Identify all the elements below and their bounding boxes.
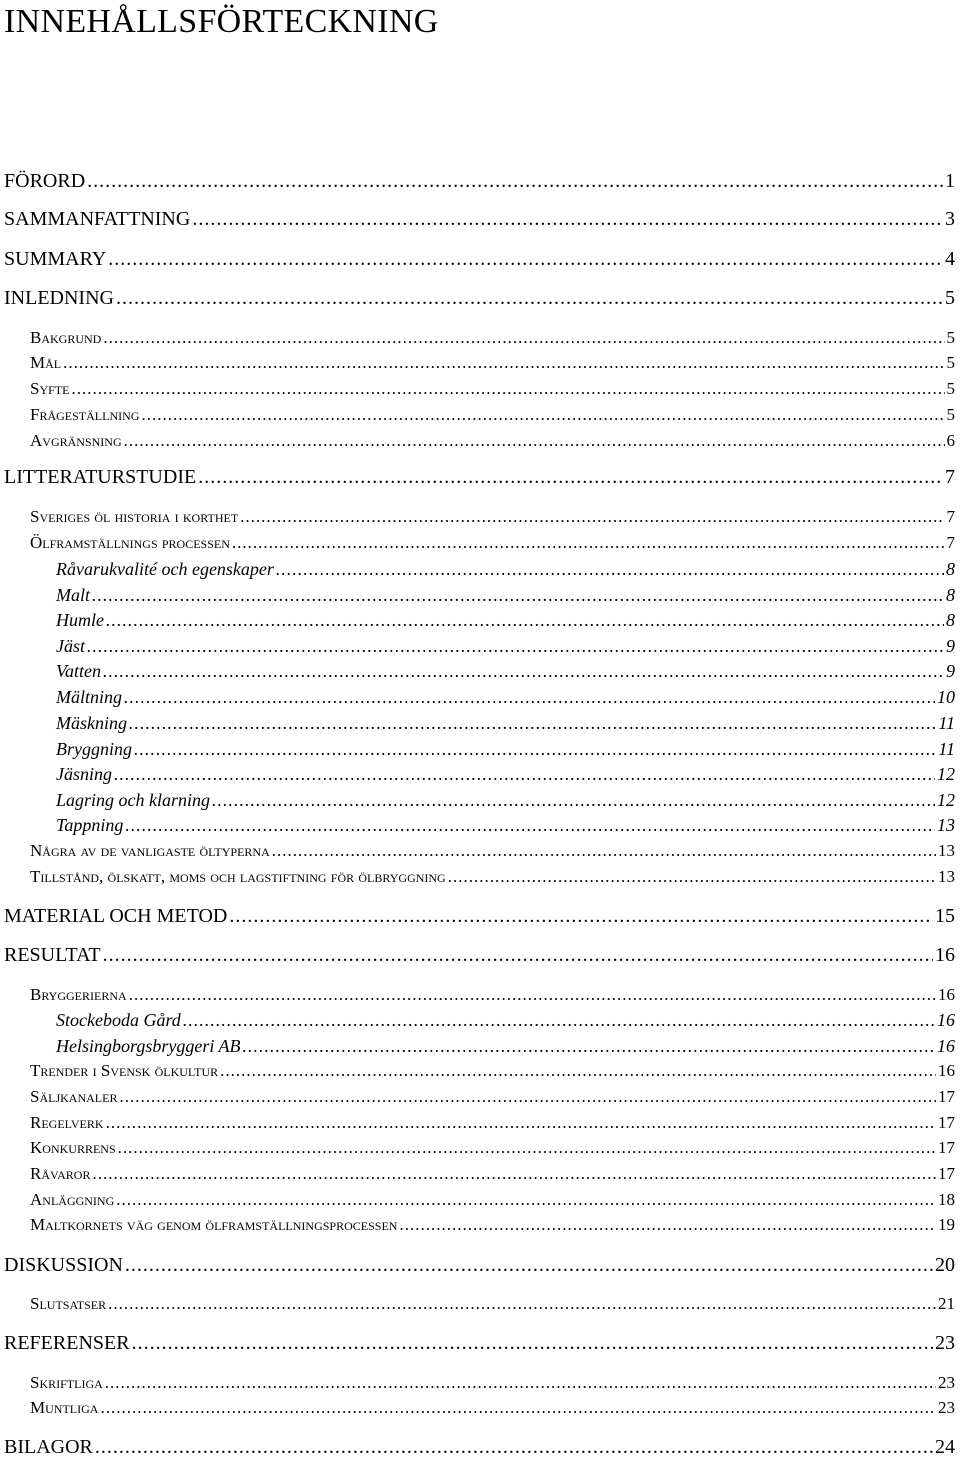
toc-entry[interactable] — [56, 658, 955, 684]
toc-entry[interactable] — [4, 285, 955, 311]
dot-leader — [220, 1058, 936, 1084]
toc-entry[interactable] — [30, 504, 955, 530]
dot-leader — [106, 1110, 936, 1136]
toc-entry-label: INLEDNING — [4, 287, 114, 309]
toc-entry-page-number: 12 — [937, 790, 955, 810]
dot-leader — [100, 1395, 936, 1421]
toc-entry-page-number: 5 — [946, 379, 955, 398]
dot-leader — [106, 607, 944, 633]
dot-leader — [272, 838, 936, 864]
toc-entry-label: Muntliga — [30, 1398, 99, 1417]
dot-leader — [92, 1161, 936, 1187]
toc-entry-page-number: 23 — [938, 1398, 955, 1417]
toc-entry-page-number: 3 — [945, 208, 955, 230]
toc-entry-label: Lagring och klarning — [56, 790, 211, 810]
dot-leader — [192, 206, 943, 232]
toc-entry-page-number: 16 — [937, 1010, 955, 1030]
toc-entry-label: Skriftliga — [30, 1373, 103, 1392]
toc-entry[interactable] — [56, 710, 955, 736]
toc-entry[interactable] — [30, 1212, 955, 1238]
toc-entry[interactable] — [4, 942, 955, 968]
toc-entry-page-number: 7 — [946, 507, 955, 526]
dot-leader — [103, 658, 944, 684]
toc-entry-page-number: 23 — [938, 1373, 955, 1392]
toc-entry-page-number: 8 — [946, 559, 955, 579]
toc-entry[interactable] — [56, 607, 955, 633]
toc-entry-label: Anläggning — [30, 1190, 115, 1209]
toc-entry-page-number: 20 — [935, 1254, 955, 1276]
toc-entry-label: Ölframställnings processen — [30, 533, 230, 552]
toc-entry[interactable] — [30, 1110, 955, 1136]
toc-entry-page-number: 9 — [946, 636, 955, 656]
dot-leader — [129, 710, 936, 736]
toc-entry[interactable] — [30, 1058, 955, 1084]
toc-entry[interactable] — [56, 1033, 955, 1059]
toc-entry-label: Mäskning — [56, 713, 127, 733]
toc-entry-page-number: 5 — [946, 405, 955, 424]
toc-entry-label: Maltkornets väg genom ölframställningsprocessen — [30, 1215, 398, 1234]
toc-entry-page-number: 16 — [935, 944, 955, 966]
toc-entry-label: Helsingborgsbryggeri AB — [56, 1036, 241, 1056]
toc-entry[interactable] — [30, 530, 955, 556]
dot-leader — [119, 1084, 936, 1110]
dot-leader — [87, 633, 944, 659]
toc-entry-label: Syfte — [30, 379, 70, 398]
toc-entry-page-number: 5 — [946, 353, 955, 372]
dot-leader — [124, 428, 945, 454]
dot-leader — [448, 864, 936, 890]
dot-leader — [63, 350, 944, 376]
toc-entry-label: MATERIAL OCH METOD — [4, 905, 228, 927]
toc-entry-page-number: 21 — [938, 1294, 955, 1313]
toc-entry-page-number: 7 — [946, 533, 955, 552]
dot-leader — [132, 1330, 933, 1356]
toc-entry-page-number: 12 — [937, 764, 955, 784]
dot-leader — [229, 903, 933, 929]
dot-leader — [212, 787, 935, 813]
toc-entry[interactable] — [56, 556, 955, 582]
toc-entry[interactable] — [30, 1135, 955, 1161]
dot-leader — [240, 504, 944, 530]
dot-leader — [124, 684, 935, 710]
toc-entry-page-number: 24 — [935, 1436, 955, 1458]
toc-entry[interactable] — [30, 325, 955, 351]
toc-entry[interactable] — [30, 428, 955, 454]
toc-entry-label: Mältning — [56, 687, 122, 707]
toc-entry-label: Regelverk — [30, 1113, 104, 1132]
toc-entry-page-number: 11 — [938, 713, 955, 733]
toc-entry[interactable] — [4, 1434, 955, 1460]
toc-entry-page-number: 17 — [938, 1138, 955, 1157]
toc-entry-label: Råvarukvalité och egenskaper — [56, 559, 274, 579]
dot-leader — [108, 1291, 936, 1317]
toc-entry-label: Slutsatser — [30, 1294, 107, 1313]
dot-leader — [183, 1007, 935, 1033]
toc-entry-page-number: 8 — [946, 610, 955, 630]
toc-entry[interactable] — [56, 633, 955, 659]
toc-entry[interactable] — [30, 982, 955, 1008]
toc-entry-page-number: 13 — [938, 867, 955, 886]
toc-entry[interactable] — [30, 1395, 955, 1421]
toc-entry[interactable] — [4, 168, 955, 194]
toc-entry[interactable] — [56, 582, 955, 608]
toc-entry-label: SUMMARY — [4, 248, 107, 270]
toc-entry-page-number: 10 — [937, 687, 955, 707]
toc-entry-label: Bakgrund — [30, 328, 102, 347]
toc-entry[interactable] — [56, 684, 955, 710]
toc-entry[interactable] — [30, 350, 955, 376]
toc-entry-label: Frågeställning — [30, 405, 140, 424]
toc-entry-label: SAMMANFATTNING — [4, 208, 191, 230]
toc-entry-page-number: 17 — [938, 1087, 955, 1106]
toc-entry-page-number: 5 — [946, 328, 955, 347]
toc-entry[interactable] — [30, 1187, 955, 1213]
toc-entry-label: RESULTAT — [4, 944, 101, 966]
dot-leader — [108, 246, 943, 272]
dot-leader — [276, 556, 944, 582]
toc-entry[interactable] — [4, 464, 955, 490]
toc-entry-label: Tillstånd, ölskatt, moms och lagstiftning för ölbryggning — [30, 867, 446, 886]
toc-entry-page-number: 7 — [945, 466, 955, 488]
toc-entry-label: Avgränsning — [30, 431, 122, 450]
dot-leader — [71, 376, 944, 402]
toc-entry[interactable] — [30, 838, 955, 864]
toc-entry-page-number: 18 — [938, 1190, 955, 1209]
toc-entry-label: Mål — [30, 353, 62, 372]
toc-entry-label: REFERENSER — [4, 1332, 130, 1354]
toc-entry[interactable] — [30, 1370, 955, 1396]
toc-entry-label: Jäsning — [56, 764, 112, 784]
dot-leader — [92, 582, 944, 608]
toc-entry-label: Tappning — [56, 815, 124, 835]
dot-leader — [105, 1370, 936, 1396]
toc-entry[interactable] — [56, 812, 955, 838]
dot-leader — [114, 761, 935, 787]
toc-entry[interactable] — [4, 206, 955, 232]
page-title: INNEHÅLLSFÖRTECKNING — [4, 3, 439, 40]
toc-entry[interactable] — [30, 1291, 955, 1317]
toc-entry-page-number: 15 — [935, 905, 955, 927]
toc-entry-label: Jäst — [56, 636, 85, 656]
toc-entry-label: Trender i Svensk ölkultur — [30, 1061, 219, 1080]
toc-entry[interactable] — [56, 736, 955, 762]
toc-entry-label: Råvaror — [30, 1164, 91, 1183]
toc-entry-page-number: 16 — [938, 1061, 955, 1080]
dot-leader — [129, 982, 936, 1008]
dot-leader — [116, 285, 943, 311]
dot-leader — [243, 1033, 936, 1059]
toc-entry-label: Bryggerierna — [30, 985, 127, 1004]
dot-leader — [95, 1434, 933, 1460]
toc-entry-page-number: 16 — [937, 1036, 955, 1056]
toc-entry-label: Konkurrens — [30, 1138, 116, 1157]
toc-entry[interactable] — [30, 376, 955, 402]
dot-leader — [141, 402, 944, 428]
toc-entry[interactable] — [30, 864, 955, 890]
dot-leader — [118, 1135, 936, 1161]
dot-leader — [103, 942, 933, 968]
toc-entry-page-number: 6 — [946, 431, 955, 450]
toc-entry-page-number: 17 — [938, 1113, 955, 1132]
dot-leader — [125, 1252, 933, 1278]
toc-entry-page-number: 11 — [938, 739, 955, 759]
toc-entry[interactable] — [30, 1084, 955, 1110]
toc-entry[interactable] — [56, 761, 955, 787]
toc-entry-page-number: 8 — [946, 585, 955, 605]
dot-leader — [198, 464, 943, 490]
toc-entry-page-number: 4 — [945, 248, 955, 270]
toc-entry[interactable] — [4, 1330, 955, 1356]
dot-leader — [87, 168, 943, 194]
toc-entry[interactable] — [56, 787, 955, 813]
toc-entry[interactable] — [56, 1007, 955, 1033]
dot-leader — [125, 812, 935, 838]
toc-entry-page-number: 5 — [945, 287, 955, 309]
toc-entry-label: Några av de vanligaste öltyperna — [30, 841, 270, 860]
toc-entry-page-number: 13 — [938, 841, 955, 860]
dot-leader — [232, 530, 945, 556]
dot-leader — [103, 325, 944, 351]
toc-entry-label: Bryggning — [56, 739, 132, 759]
toc-entry-label: Malt — [56, 585, 90, 605]
toc-entry-page-number: 16 — [938, 985, 955, 1004]
toc-entry-label: Vatten — [56, 661, 101, 681]
toc-entry-label: Säljkanaler — [30, 1087, 118, 1106]
toc-entry[interactable] — [30, 402, 955, 428]
toc-entry-page-number: 1 — [945, 170, 955, 192]
toc-entry[interactable] — [4, 903, 955, 929]
toc-entry[interactable] — [4, 1252, 955, 1278]
toc-entry-page-number: 17 — [938, 1164, 955, 1183]
toc-entry-label: DISKUSSION — [4, 1254, 123, 1276]
toc-entry-label: LITTERATURSTUDIE — [4, 466, 197, 488]
toc-entry-label: Humle — [56, 610, 104, 630]
toc-entry[interactable] — [30, 1161, 955, 1187]
toc-entry-label: Sveriges öl historia i korthet — [30, 507, 239, 526]
toc-entry-page-number: 23 — [935, 1332, 955, 1354]
toc-entry-page-number: 19 — [938, 1215, 955, 1234]
dot-leader — [134, 736, 936, 762]
toc-entry-page-number: 13 — [937, 815, 955, 835]
toc-entry-label: Stockeboda Gård — [56, 1010, 181, 1030]
dot-leader — [399, 1212, 936, 1238]
toc-entry-label: FÖRORD — [4, 170, 86, 192]
dot-leader — [116, 1187, 936, 1213]
toc-entry-page-number: 9 — [946, 661, 955, 681]
toc-entry[interactable] — [4, 246, 955, 272]
toc-entry-label: BILAGOR — [4, 1436, 93, 1458]
